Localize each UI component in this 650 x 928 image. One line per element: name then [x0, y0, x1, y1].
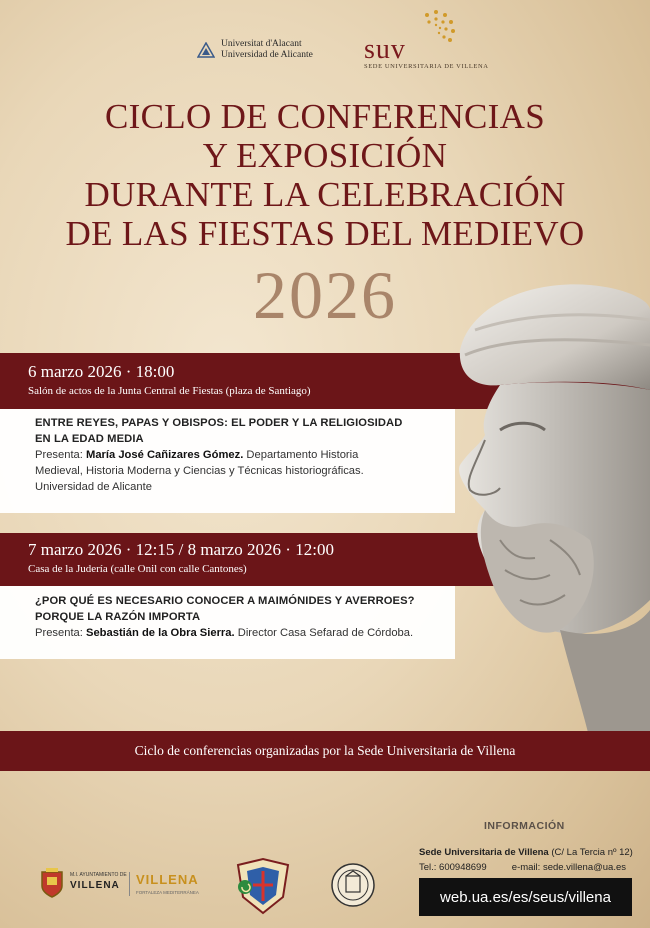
event-1-presenter-line: [35, 449, 358, 461]
suv-subtitle: SEDE UNIVERSITARIA DE VILLENA: [364, 63, 489, 70]
ua-triangle-icon: [197, 42, 215, 58]
organizer-bar: [0, 731, 650, 771]
ua-name-spanish: Universidad de Alicante: [221, 50, 313, 60]
statue-head-image: [440, 270, 650, 740]
ayto-name: VILLENA: [70, 880, 120, 891]
event-2-date: 7 marzo 2026 · 12:15 / 8 marzo 2026 · 12:00: [28, 540, 334, 559]
sun-dots-icon: [414, 8, 458, 52]
website-url[interactable]: web.ua.es/es/seus/villena: [440, 888, 611, 906]
event-2-presenter: Sebastián de la Obra Sierra.: [86, 627, 235, 639]
event-1-panel: [0, 409, 455, 513]
fiestas-shield-icon: [233, 857, 293, 915]
event-1-desc-1: Departamento Historia: [243, 449, 359, 461]
ayuntamiento-villena-logo: [40, 866, 205, 902]
info-tel: Tel.: 600948699: [419, 862, 487, 873]
suv-wordmark: suv: [364, 34, 406, 65]
organizer-text: Ciclo de conferencias organizadas por la Sede Universitaria de Villena: [134, 743, 516, 758]
event-1-date: 6 marzo 2026 · 18:00: [28, 362, 175, 381]
ayto-small-text: M.I. AYUNTAMIENTO DE: [70, 872, 127, 878]
title-line-4: DE LAS FIESTAS DEL MEDIEVO: [65, 214, 585, 253]
event-1-place: Salón de actos de la Junta Central de Fiestas (plaza de Santiago): [28, 385, 311, 397]
event-2-title-2: PORQUE LA RAZÓN IMPORTA: [35, 611, 201, 623]
event-2-presenter-line: [35, 627, 413, 639]
event-2-place: Casa de la Judería (calle Onil con calle Cantones): [28, 563, 247, 575]
info-sede: Sede Universitaria de Villena: [419, 847, 549, 858]
universidad-alicante-logo: [197, 39, 313, 61]
event-1-desc-3: Universidad de Alicante: [35, 481, 152, 493]
info-email[interactable]: e-mail: sede.villena@ua.es: [511, 862, 626, 873]
logo-divider: [129, 872, 130, 896]
info-heading: INFORMACIÓN: [484, 820, 565, 832]
event-1-title-2: EN LA EDAD MEDIA: [35, 433, 144, 445]
villena-brand: VILLENA: [136, 872, 199, 887]
info-street: (C/ La Tercia nº 12): [548, 847, 633, 858]
event-1-desc-2: Medieval, Historia Moderna y Ciencias y Técnicas historiográficas.: [35, 465, 364, 477]
presenta-label: Presenta:: [35, 449, 86, 461]
ua-name-valencian: Universitat d'Alacant: [221, 39, 302, 49]
villena-crest-icon: [40, 868, 64, 898]
event-1-presenter: María José Cañizares Gómez.: [86, 449, 244, 461]
villena-tagline: FORTALEZA MEDITERRÁNEA: [136, 890, 199, 895]
presenta-label: Presenta:: [35, 627, 86, 639]
year: 2026: [253, 257, 397, 333]
event-2-desc-1: Director Casa Sefarad de Córdoba.: [234, 627, 414, 639]
info-contact: [419, 862, 626, 873]
title-line-3: DURANTE LA CELEBRACIÓN: [84, 175, 566, 214]
event-2-title-1: ¿POR QUÉ ES NECESARIO CONOCER A MAIMÓNIDES Y AVERROES?: [35, 595, 415, 607]
title-line-2: Y EXPOSICIÓN: [202, 136, 448, 175]
website-link[interactable]: [419, 878, 632, 916]
poster-title: [0, 97, 650, 253]
event-2-panel: [0, 586, 455, 659]
title-line-1: CICLO DE CONFERENCIAS: [105, 97, 545, 136]
junta-seal-icon: [330, 862, 376, 908]
event-1-title-1: ENTRE REYES, PAPAS Y OBISPOS: EL PODER Y LA RELIGIOSIDAD: [35, 417, 403, 429]
suv-logo: [362, 14, 489, 70]
info-address: [419, 847, 633, 858]
